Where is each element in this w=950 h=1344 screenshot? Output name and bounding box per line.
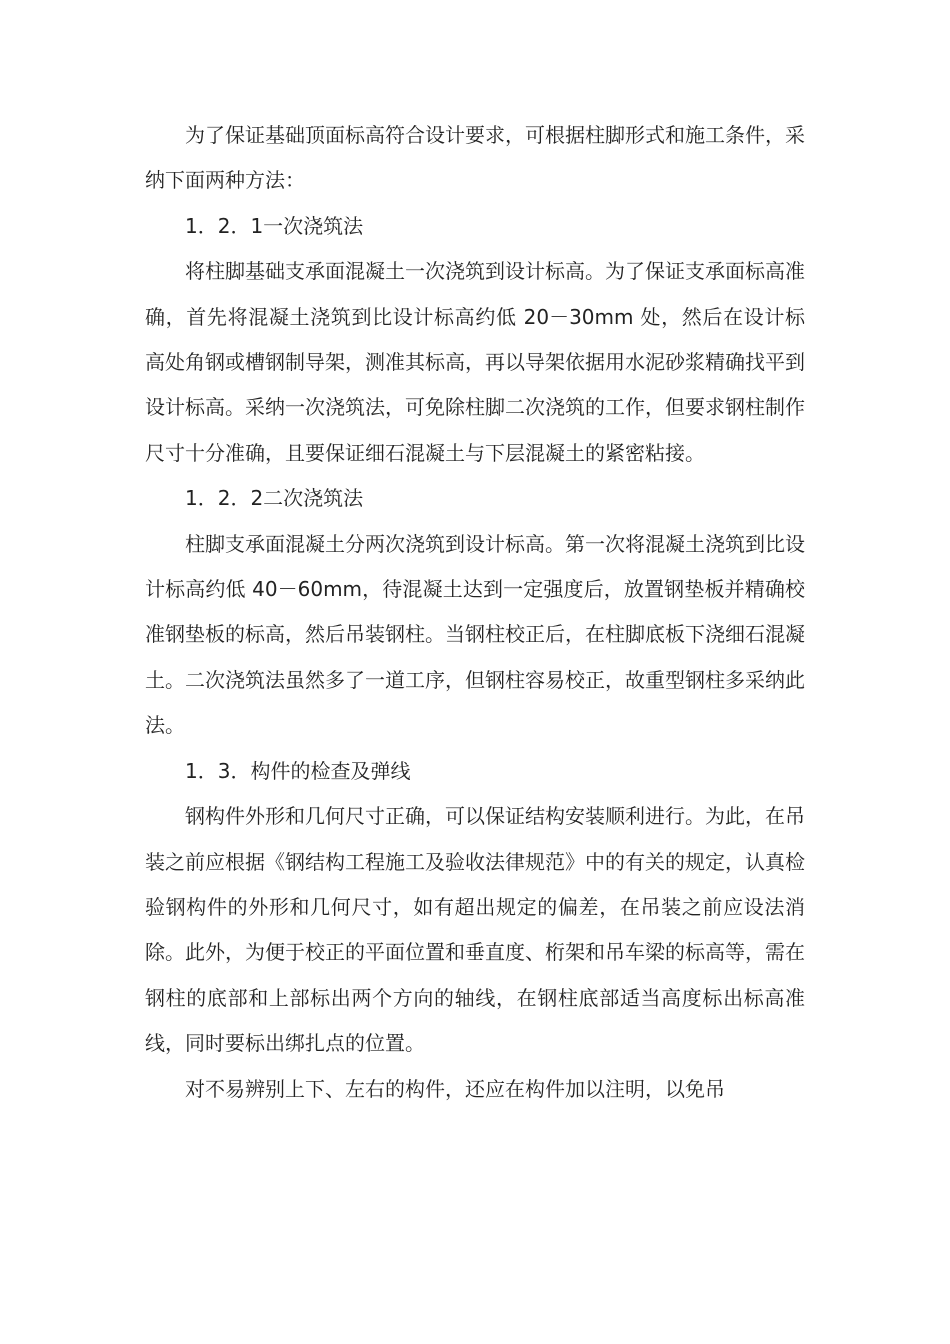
- paragraph-one-pour-method: 将柱脚基础支承面混凝土一次浇筑到设计标高。为了保证支承面标高准确，首先将混凝土浇筑到比设计标高约低 20－30mm 处，然后在设计标高处角钢或槽钢制导架，测准其标高，再以导架依据用水泥砂浆精确找平到设计标高。采纳一次浇筑法，可免除柱脚二次浇筑的工作，但要求钢柱制作尺寸十分准确，且要保证细石混凝土与下层混凝土的紧密粘接。: [145, 259, 805, 465]
- paragraph-intro: 为了保证基础顶面标高符合设计要求，可根据柱脚形式和施工条件，采纳下面两种方法：: [145, 123, 805, 193]
- paragraph-component-inspection: 钢构件外形和几何尺寸正确，可以保证结构安装顺利进行。为此，在吊装之前应根据《钢结构工程施工及验收法律规范》中的有关的规定，认真检验钢构件的外形和几何尺寸，如有超出规定的偏差，在吊装之前应设法消除。此外，为便于校正的平面位置和垂直度、桁架和吊车梁的标高等，需在钢柱的底部和上部标出两个方向的轴线，在钢柱底部适当高度标出标高准线，同时要标出绑扎点的位置。: [145, 804, 805, 1056]
- section-heading-1-2-1: 1．2．1一次浇筑法: [185, 213, 364, 238]
- paragraph-two-pour-method: 柱脚支承面混凝土分两次浇筑到设计标高。第一次将混凝土浇筑到比设计标高约低 40－60mm，待混凝土达到一定强度后，放置钢垫板并精确校准钢垫板的标高，然后吊装钢柱。当钢柱校正后，在柱脚底板下浇细石混凝土。二次浇筑法虽然多了一道工序，但钢柱容易校正，故重型钢柱多采纳此法。: [145, 531, 805, 738]
- paragraph-component-marking: 对不易辨别上下、左右的构件，还应在构件加以注明，以免吊: [185, 1076, 725, 1101]
- section-heading-1-3: 1．3．构件的检查及弹线: [185, 758, 411, 783]
- section-heading-1-2-2: 1．2．2二次浇筑法: [185, 486, 364, 511]
- document-body: [145, 113, 805, 1112]
